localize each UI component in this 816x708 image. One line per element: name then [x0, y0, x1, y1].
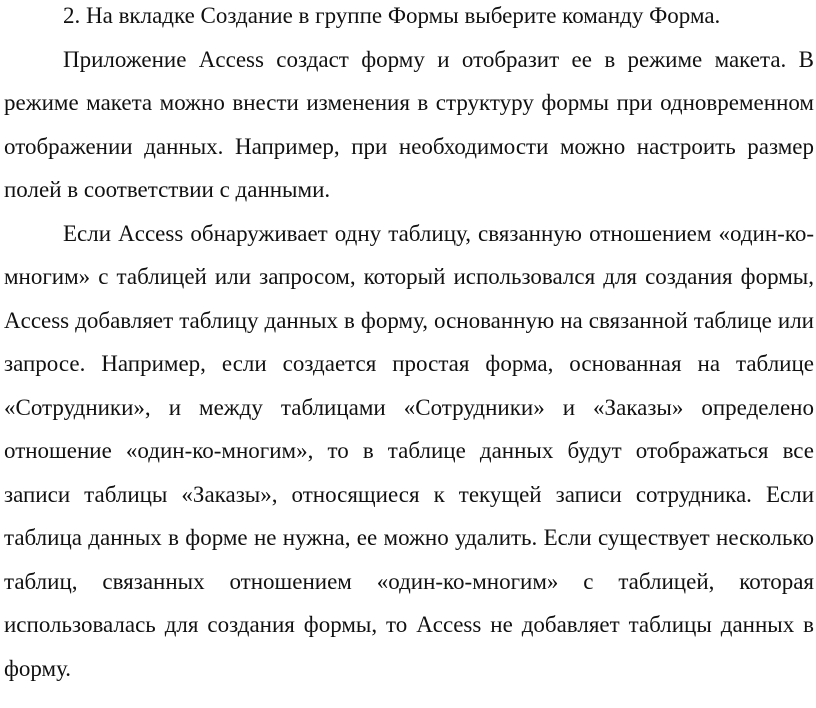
step-paragraph: 2. На вкладке Создание в группе Формы выберите команду Форма.: [63, 3, 721, 28]
related-table-paragraph: Если Access обнаруживает одну таблицу, связанную отношением «один-ко-многим» с таблицей или запросом, который использовался для создания формы, Access добавляет таблицу данных в форму, основанную на связанной таблице или запросе. Например, если создается простая форма, основанная на таблице «Сотрудники», и между таблицами «Сотрудники» и «Заказы» определено отношение «один-ко-многим», то в таблице данных будут отображаться все записи таблицы «Заказы», относящиеся к текущей записи сотрудника. Если таблица данных в форме не нужна, ее можно удалить. Если существует несколько таблиц, связанных отношением «один-ко-многим» с таблицей, которая использовалась для создания формы, то Access не добавляет таблицы данных в форму.: [4, 220, 814, 681]
layout-mode-paragraph: Приложение Access создаст форму и отобразит ее в режиме макета. В режиме макета можно внести изменения в структуру формы при одновременном отображении данных. Например, при необходимости можно настроить размер полей в соответствии с данными.: [4, 46, 814, 202]
